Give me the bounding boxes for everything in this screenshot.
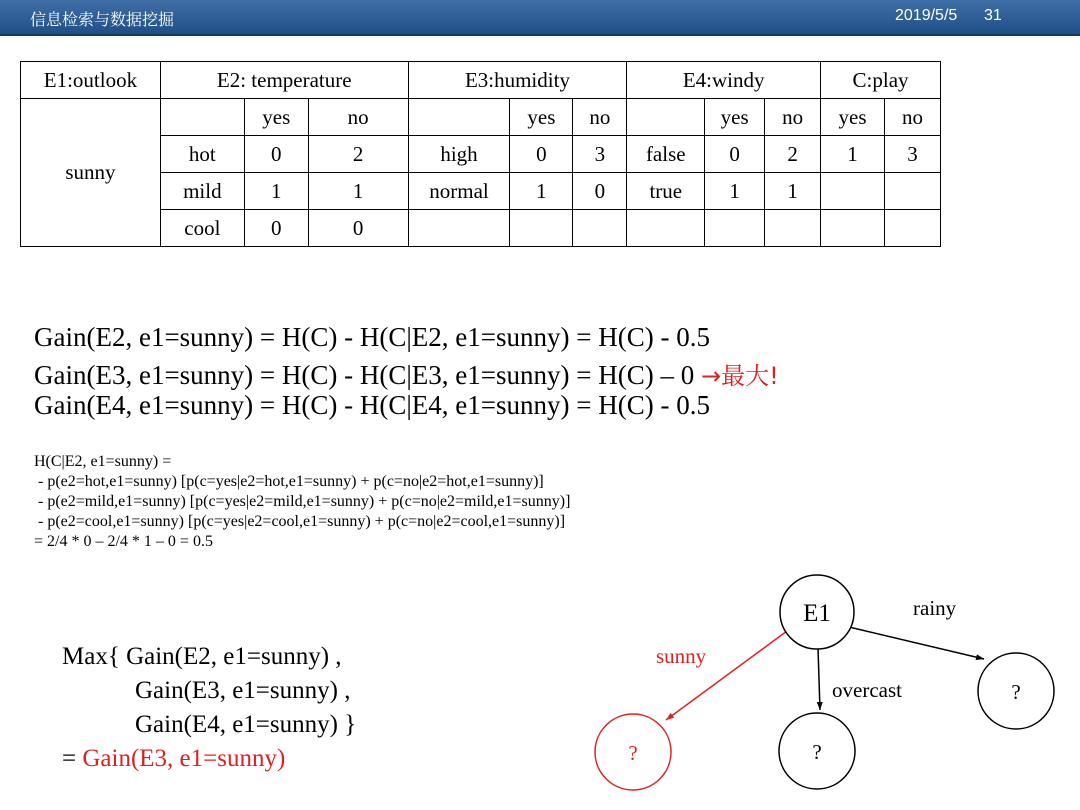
- table-cell: hot: [160, 136, 244, 173]
- leaf-sunny-label: ?: [628, 741, 638, 765]
- table-cell: 3: [884, 136, 940, 173]
- table-cell: yes: [705, 99, 765, 136]
- max-result-value: Gain(E3, e1=sunny): [82, 745, 286, 772]
- table-cell: high: [408, 136, 510, 173]
- leaf-overcast-label: ?: [812, 740, 822, 764]
- header-cell: E2: temperature: [160, 62, 408, 99]
- slide-page-number: 31: [984, 7, 1002, 24]
- max-line-2: Gain(E3, e1=sunny) ,: [135, 677, 351, 704]
- row-label-cell: sunny: [21, 99, 161, 247]
- table-cell: 0: [244, 136, 308, 173]
- slide-date: 2019/5/5: [895, 7, 958, 24]
- table-cell: normal: [408, 173, 510, 210]
- derivation-line: - p(e2=cool,e1=sunny) [p(c=yes|e2=cool,e1=sunny) + p(c=no|e2=cool,e1=sunny)]: [38, 513, 566, 530]
- table-cell: 2: [308, 136, 408, 173]
- header-cell: E4:windy: [627, 62, 821, 99]
- table-cell: true: [627, 173, 705, 210]
- table-cell: no: [765, 99, 821, 136]
- edge-label-overcast: overcast: [832, 678, 902, 702]
- derivation-line: H(C|E2, e1=sunny) =: [34, 453, 172, 470]
- table-cell: yes: [821, 99, 885, 136]
- table-cell: mild: [160, 173, 244, 210]
- table-cell: 1: [510, 173, 573, 210]
- max-line-3: Gain(E4, e1=sunny) }: [135, 711, 357, 738]
- derivation-line: - p(e2=hot,e1=sunny) [p(c=yes|e2=hot,e1=sunny) + p(c=no|e2=hot,e1=sunny)]: [38, 473, 544, 490]
- root-label: E1: [803, 600, 831, 627]
- leaf-rainy-label: ?: [1011, 680, 1021, 704]
- table-cell: 1: [308, 173, 408, 210]
- table-cell: 0: [705, 136, 765, 173]
- table-cell: 0: [244, 210, 308, 247]
- table-cell: false: [627, 136, 705, 173]
- table-cell: no: [308, 99, 408, 136]
- table-cell: 3: [573, 136, 627, 173]
- table-cell: no: [884, 99, 940, 136]
- table-cell: 1: [765, 173, 821, 210]
- header-cell: E3:humidity: [408, 62, 627, 99]
- header-cell: C:play: [821, 62, 941, 99]
- table-cell: 1: [821, 136, 885, 173]
- table-cell: yes: [244, 99, 308, 136]
- table-cell: 0: [573, 173, 627, 210]
- max-result-prefix: =: [62, 745, 83, 772]
- table-cell: yes: [510, 99, 573, 136]
- table-cell: 2: [765, 136, 821, 173]
- gain-e3-text: Gain(E3, e1=sunny) = H(C) - H(C|E3, e1=sunny) = H(C) – 0: [34, 360, 695, 390]
- max-note: →最大!: [700, 362, 779, 390]
- max-line-1: Max{ Gain(E2, e1=sunny) ,: [62, 643, 342, 670]
- table-cell: 0: [308, 210, 408, 247]
- header-cell: E1:outlook: [21, 62, 161, 99]
- derivation-line: - p(e2=mild,e1=sunny) [p(c=yes|e2=mild,e1=sunny) + p(c=no|e2=mild,e1=sunny)]: [38, 493, 571, 510]
- derivation-result: = 2/4 * 0 – 2/4 * 1 – 0 = 0.5: [34, 533, 213, 550]
- gain-e4-line: Gain(E4, e1=sunny) = H(C) - H(C|E4, e1=sunny) = H(C) - 0.5: [34, 390, 710, 420]
- edge-overcast: [818, 648, 820, 710]
- edge-label-rainy: rainy: [913, 596, 957, 620]
- table-cell: 1: [244, 173, 308, 210]
- table-cell: cool: [160, 210, 244, 247]
- slide-title: 信息检索与数据挖掘: [30, 12, 175, 29]
- gain-e2-line: Gain(E2, e1=sunny) = H(C) - H(C|E2, e1=sunny) = H(C) - 0.5: [34, 322, 710, 352]
- table-cell: 0: [510, 136, 573, 173]
- table-cell: 1: [705, 173, 765, 210]
- edge-label-sunny: sunny: [656, 644, 707, 668]
- edge-rainy: [849, 627, 984, 659]
- table-cell: no: [573, 99, 627, 136]
